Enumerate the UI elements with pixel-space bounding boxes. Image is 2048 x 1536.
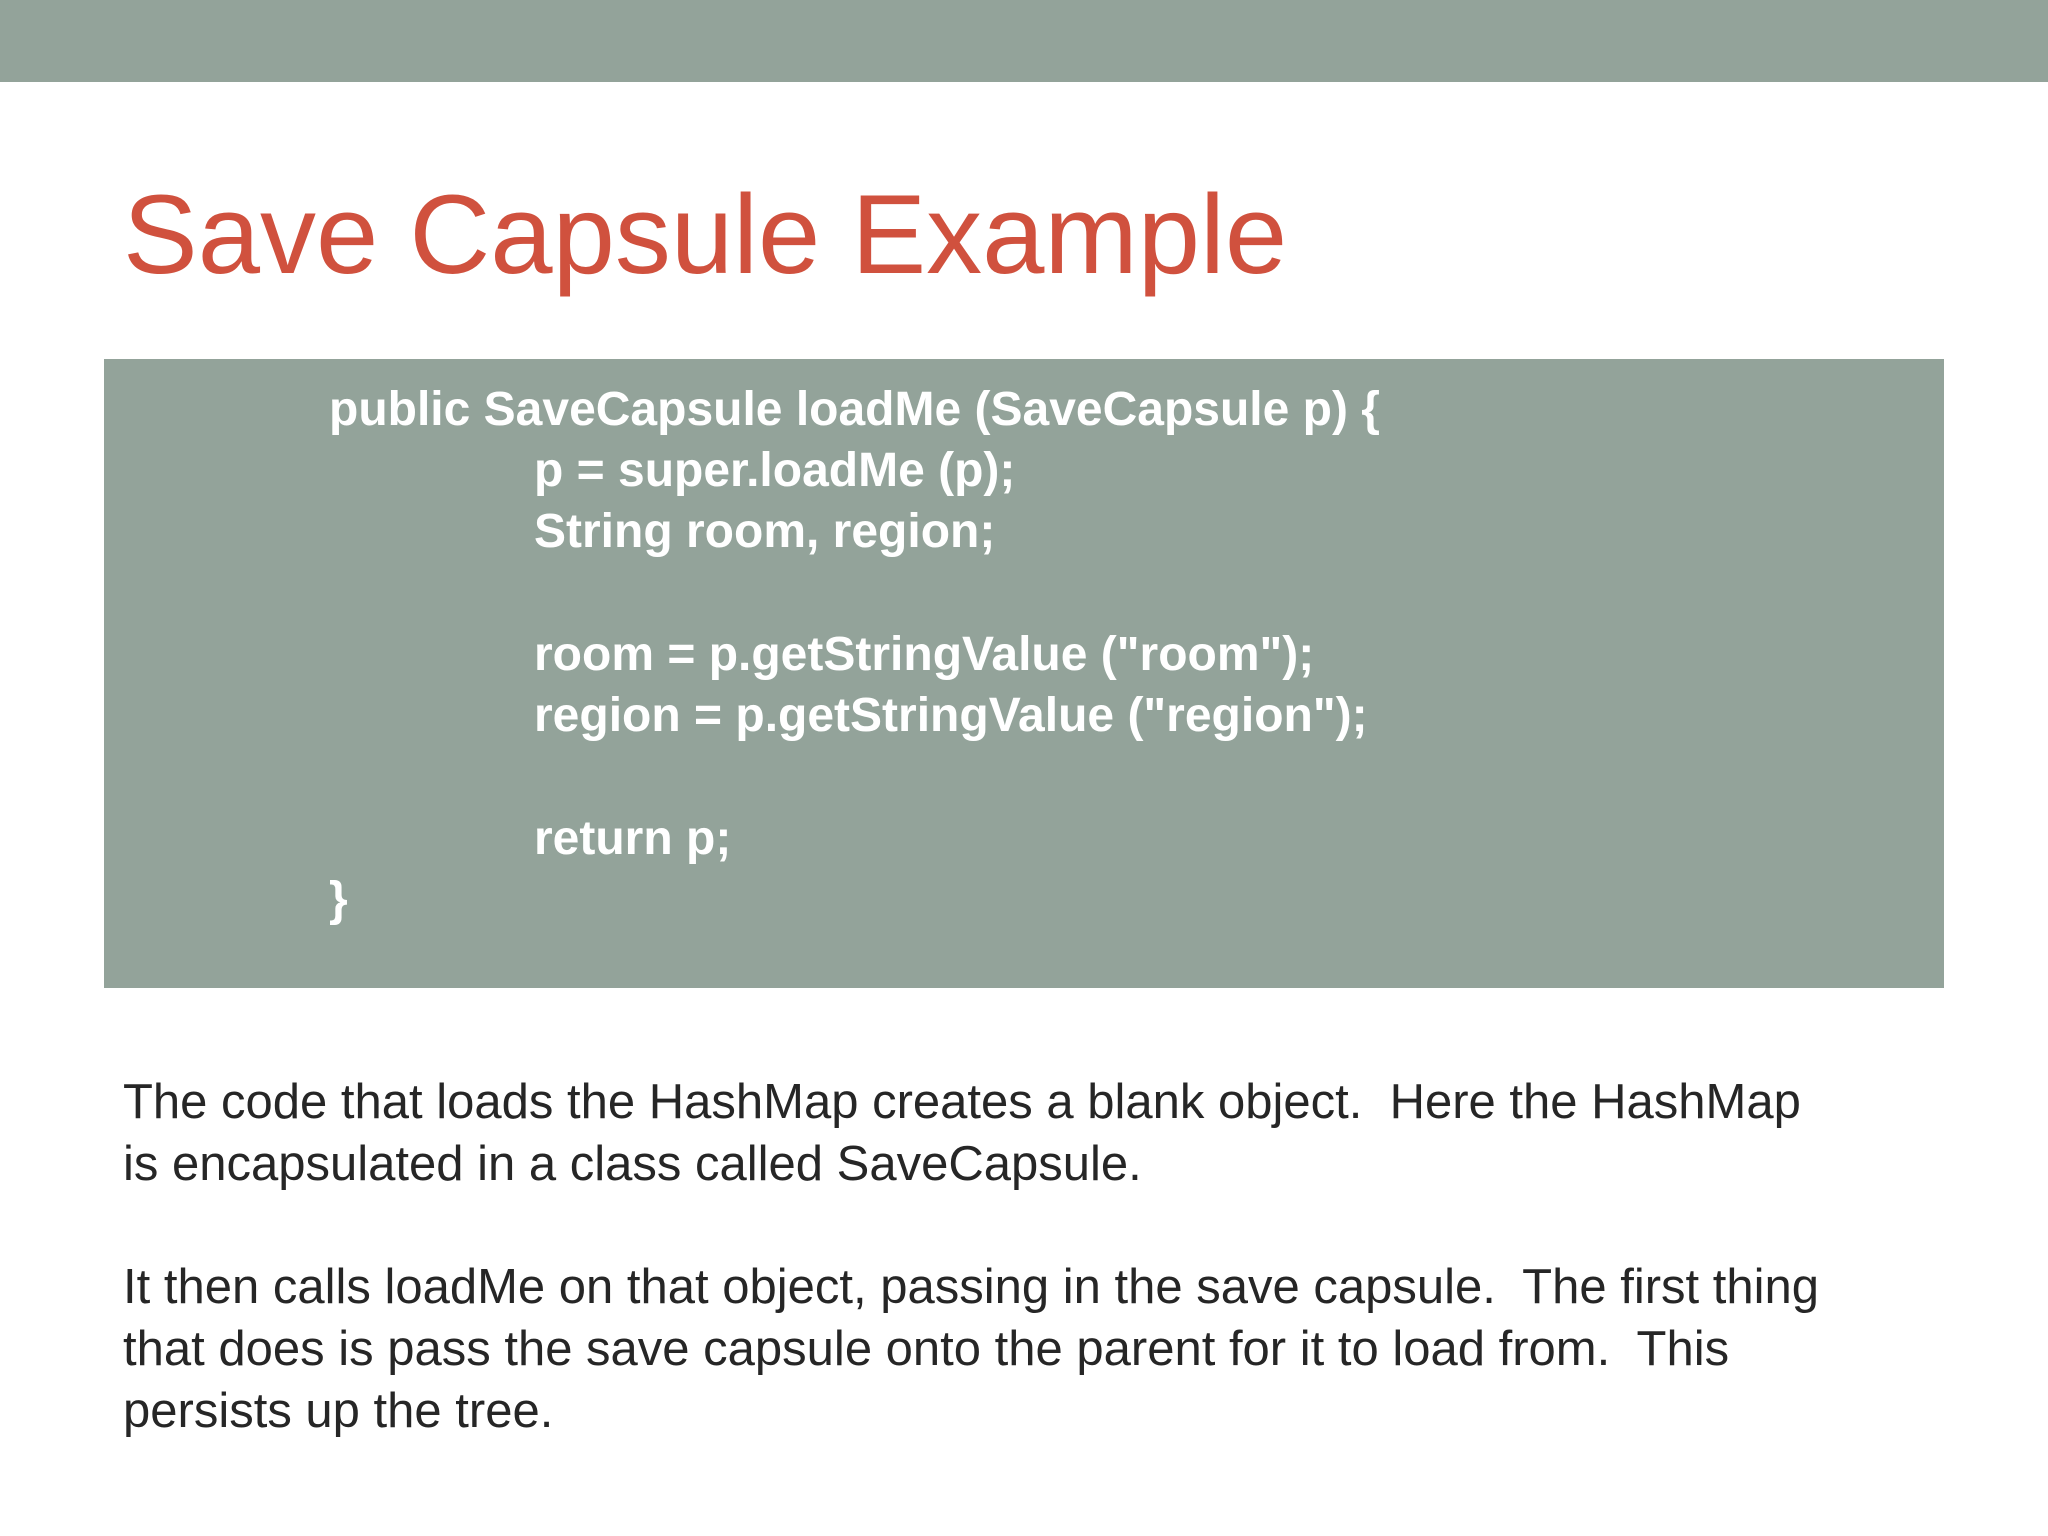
body-paragraph-1-line-2: is encapsulated in a class called SaveCapsule. [123, 1137, 1142, 1191]
body-paragraph-1-line-1: The code that loads the HashMap creates a blank object. Here the HashMap [123, 1075, 1801, 1129]
code-line-signature: public SaveCapsule loadMe (SaveCapsule p) { [329, 383, 1380, 436]
body-paragraph-2 [123, 1256, 1983, 1442]
code-line-return: return p; [534, 812, 732, 865]
code-line-room-assignment: room = p.getStringValue ("room"); [534, 628, 1315, 681]
body-paragraph-1 [123, 1071, 1983, 1195]
header-bar [0, 0, 2048, 82]
slide-title: Save Capsule Example [123, 172, 1288, 297]
code-line-declaration: String room, region; [534, 505, 996, 558]
body-paragraph-2-line-3: persists up the tree. [123, 1384, 554, 1438]
code-line-closing-brace: } [329, 873, 348, 926]
body-paragraph-2-line-2: that does is pass the save capsule onto the parent for it to load from. This [123, 1322, 1730, 1376]
code-line-super-call: p = super.loadMe (p); [534, 444, 1016, 497]
code-line-region-assignment: region = p.getStringValue ("region"); [534, 689, 1368, 742]
code-block [104, 359, 1944, 988]
body-paragraph-2-line-1: It then calls loadMe on that object, passing in the save capsule. The first thing [123, 1260, 1820, 1314]
